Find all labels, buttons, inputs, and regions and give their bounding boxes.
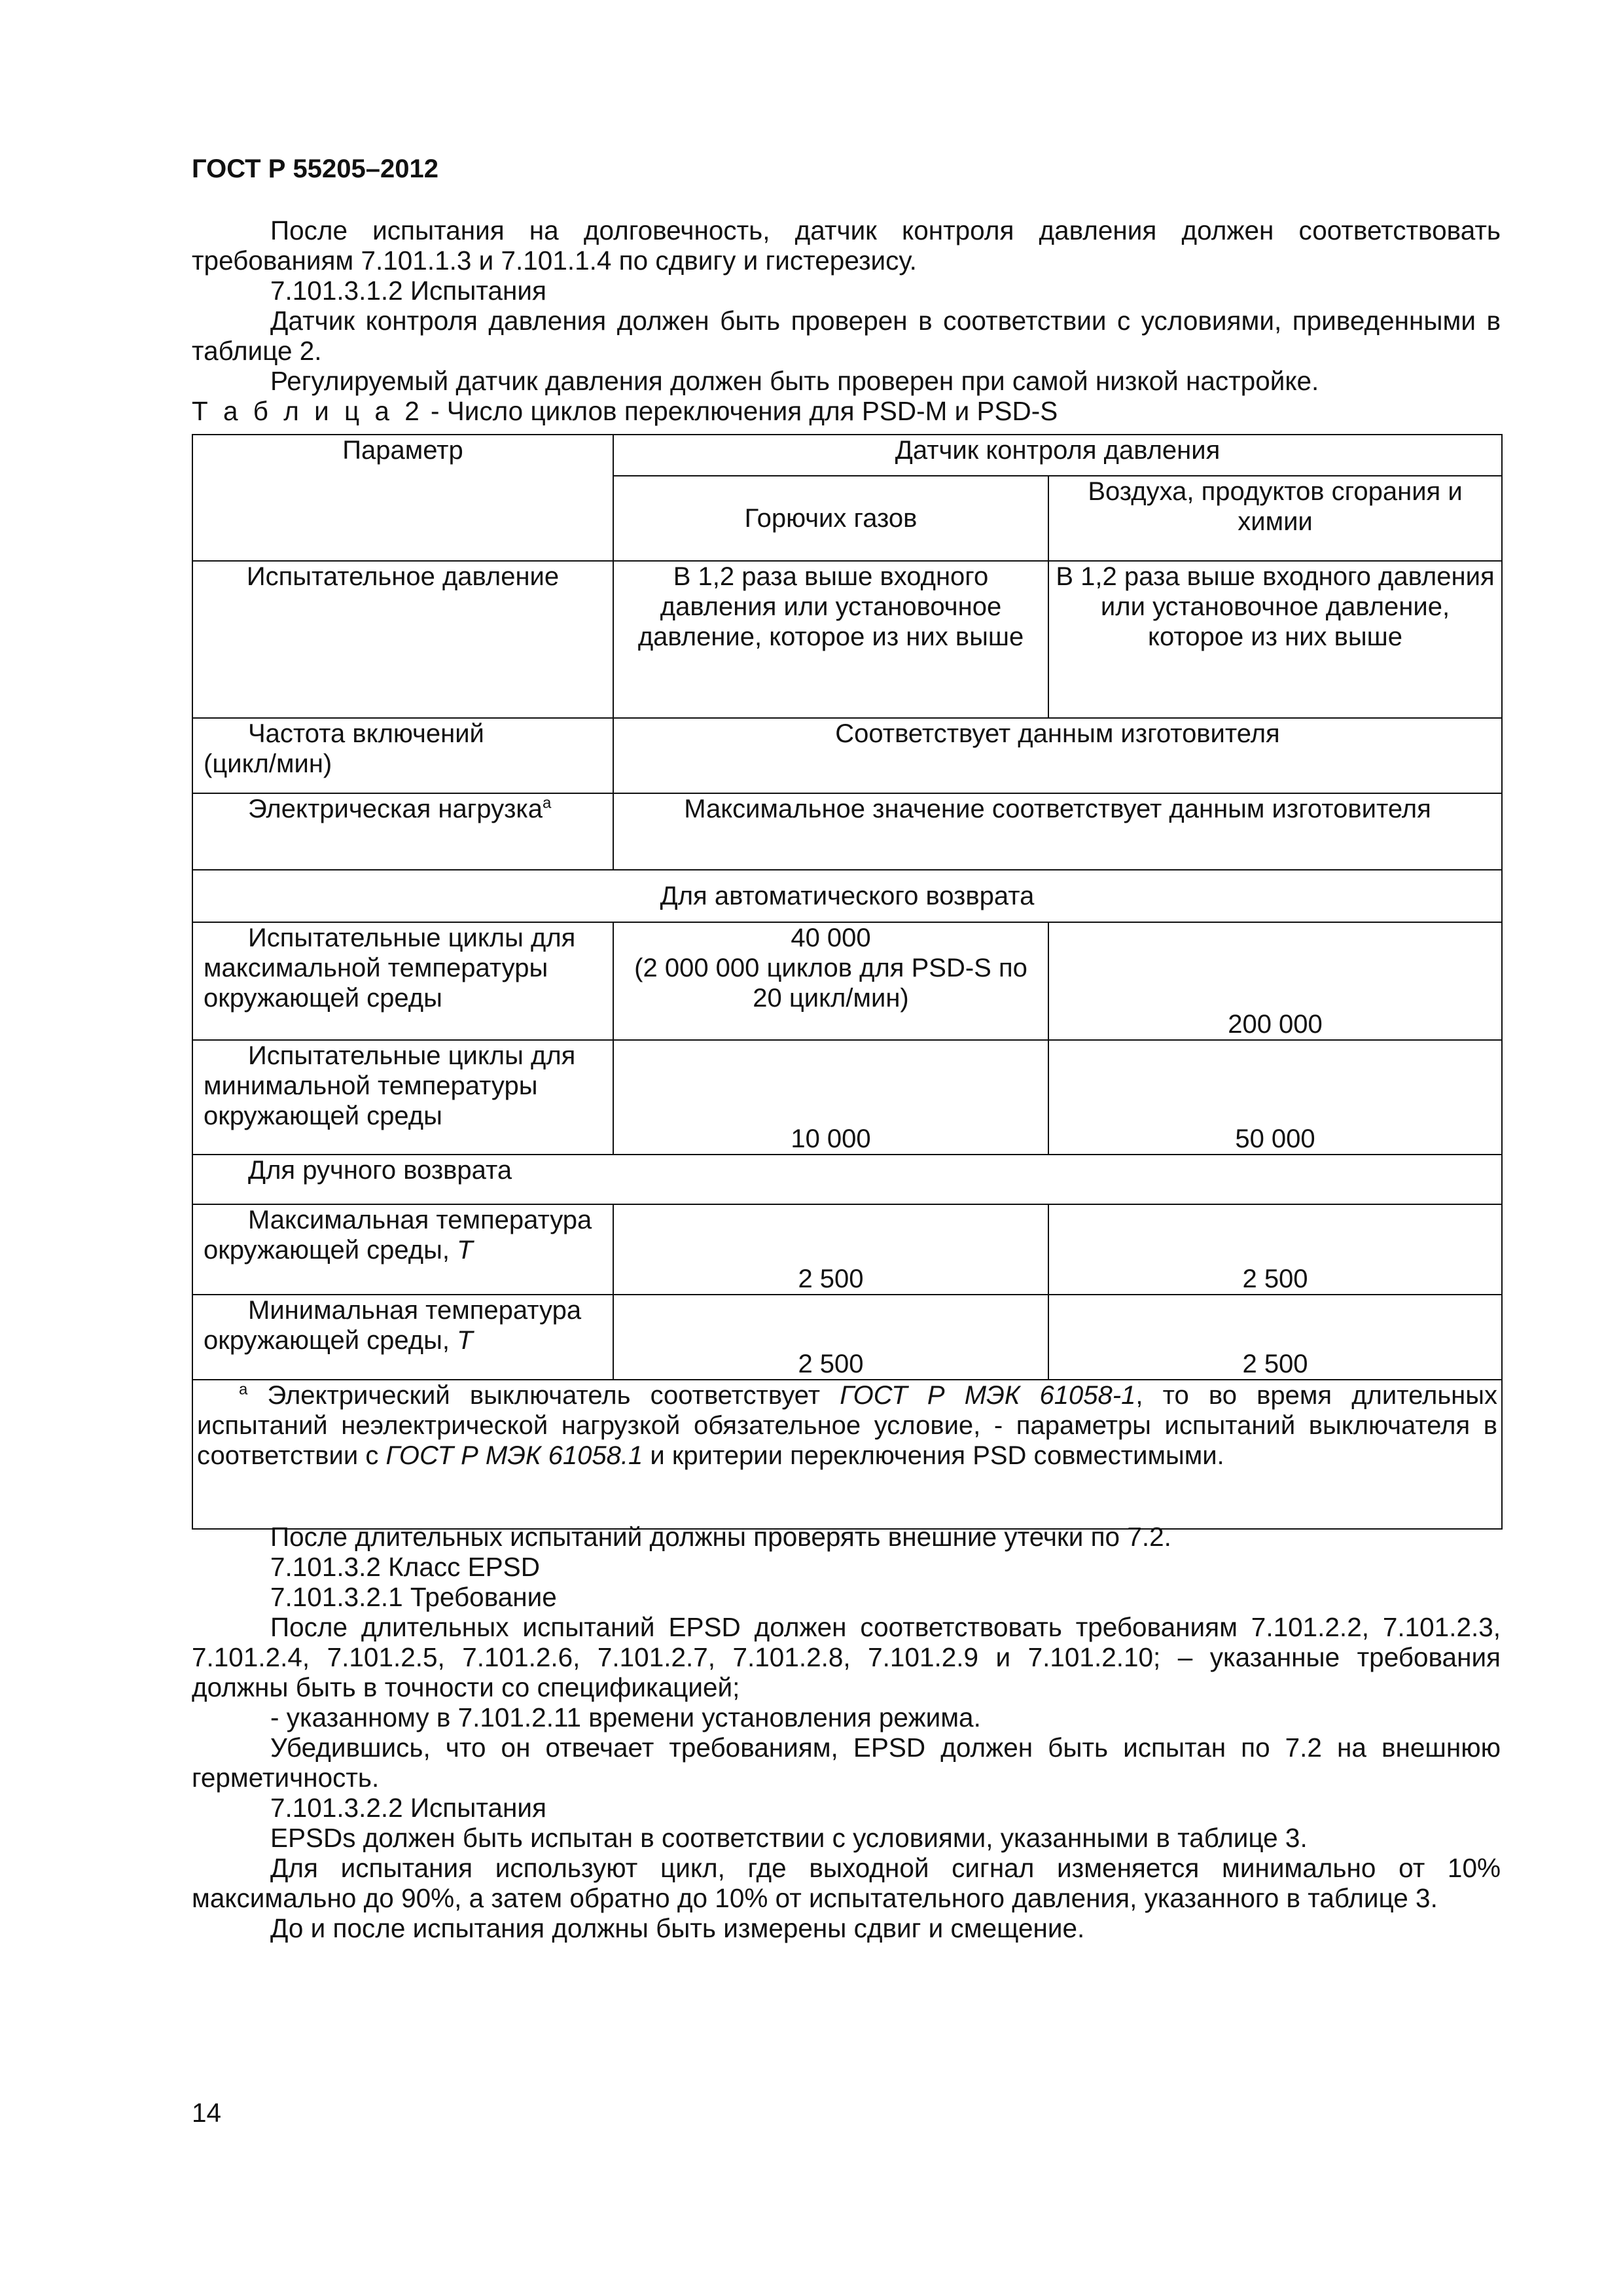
- header-sensor-group: Датчик контроля давления: [613, 435, 1502, 476]
- table-row: [192, 922, 1502, 1040]
- table-row: [192, 718, 1502, 793]
- paragraph: После длительных испытаний должны проверять внешние утечки по 7.2.: [270, 1522, 1171, 1552]
- table-footnote: $^a$ Электрический выключатель соответствует ГОСТ Р МЭК 61058-1, то во время длительных испытаний неэлектрической нагрузкой обязательное условие, - параметры испытаний выключателя в соответствии с ГОСТ Р МЭК 61058.1 и критерии переключения PSD совместимыми.: [192, 1380, 1502, 1529]
- cell-value: 200 000: [1048, 922, 1502, 1040]
- cell-value: Максимальное значение соответствует данным изготовителя: [613, 793, 1502, 870]
- row-label: [192, 1040, 613, 1155]
- row-label-line: Частота включений: [248, 719, 484, 748]
- paragraph: - указанному в 7.101.2.11 времени установления режима.: [270, 1702, 981, 1732]
- table-caption: [192, 396, 1501, 426]
- table-row: [192, 793, 1502, 870]
- section-label: Для ручного возврата: [192, 1155, 1502, 1204]
- cell-value: 2 500: [613, 1295, 1048, 1380]
- cell-value: 10 000: [613, 1040, 1048, 1155]
- cell-value: 2 500: [1048, 1204, 1502, 1295]
- paragraph: До и после испытания должны быть измерены сдвиг и смещение.: [270, 1913, 1085, 1943]
- row-label: [192, 922, 613, 1040]
- footnote-mark: a: [543, 794, 552, 812]
- section-row: [192, 1155, 1502, 1204]
- footnote-row: [192, 1380, 1502, 1529]
- table-row: [192, 561, 1502, 718]
- cell-value: 2 500: [1048, 1295, 1502, 1380]
- temperature-symbol: Т: [457, 1236, 473, 1265]
- header-air-combustion-chemistry: Воздуха, продуктов сгорания и химии: [1048, 476, 1502, 561]
- row-label-line: максимальной температуры окружающей среды: [204, 954, 548, 1013]
- cell-value-line: (2 000 000 циклов для PSD-S по 20 цикл/мин): [634, 954, 1027, 1013]
- table-row: [192, 1295, 1502, 1380]
- cell-value: 50 000: [1048, 1040, 1502, 1155]
- row-label: [192, 1295, 613, 1380]
- section-heading: 7.101.3.2 Класс EPSD: [270, 1552, 540, 1582]
- cycles-table: [192, 434, 1503, 1530]
- header-parameter: Параметр: [192, 435, 613, 561]
- paragraph: После испытания на долговечность, датчик контроля давления должен соответствовать требованиям 7.101.1.3 и 7.101.1.4 по сдвигу и гистерезису.: [192, 215, 1501, 276]
- section-label: Для автоматического возврата: [192, 870, 1502, 922]
- standard-reference: ГОСТ Р МЭК 61058.1: [385, 1441, 643, 1470]
- paragraph: Убедившись, что он отвечает требованиям, EPSD должен быть испытан по 7.2 на внешнюю герметичность.: [192, 1732, 1501, 1793]
- header-flammable-gas: Горючих газов: [613, 476, 1048, 561]
- cell-value: [613, 922, 1048, 1040]
- paragraph: EPSDs должен быть испытан в соответствии с условиями, указанными в таблице 3.: [270, 1823, 1308, 1853]
- section-row: [192, 870, 1502, 922]
- table-row: [192, 1204, 1502, 1295]
- cell-value-line: 40 000: [791, 924, 871, 952]
- temperature-symbol: Т: [457, 1326, 473, 1355]
- row-label-line: минимальной температуры окружающей среды: [204, 1071, 538, 1130]
- row-label-line: окружающей среды,: [204, 1326, 457, 1355]
- row-label: [192, 793, 613, 870]
- table-row: [192, 1040, 1502, 1155]
- cell-value: 2 500: [613, 1204, 1048, 1295]
- row-label-line: окружающей среды,: [204, 1236, 457, 1265]
- table-caption-label: Т а б л и ц а 2: [192, 396, 423, 426]
- paragraph: Для испытания используют цикл, где выходной сигнал изменяется минимально от 10% максимально до 90%, а затем обратно до 10% от испытательного давления, указанного в таблице 3.: [192, 1853, 1501, 1913]
- section-heading: 7.101.3.2.1 Требование: [270, 1582, 557, 1612]
- table-caption-text: - Число циклов переключения для PSD-M и PSD-S: [423, 396, 1058, 426]
- intro-text: [192, 215, 1501, 426]
- row-label-line: Испытательные циклы для: [248, 924, 576, 952]
- cell-value: Соответствует данным изготовителя: [613, 718, 1502, 793]
- row-label-line: Испытательные циклы для: [248, 1041, 576, 1070]
- section-heading: 7.101.3.2.2 Испытания: [270, 1793, 546, 1823]
- row-label-line: Минимальная температура: [248, 1296, 582, 1325]
- paragraph: После длительных испытаний EPSD должен соответствовать требованиям 7.101.2.2, 7.101.2.3, 7.101.2.4, 7.101.2.5, 7.101.2.6, 7.101.2.7, 7.101.2.8, 7.101.2.9 и 7.101.2.10; – указанные требования должны быть в точности со спецификацией;: [192, 1612, 1501, 1702]
- paragraph: Регулируемый датчик давления должен быть проверен при самой низкой настройке.: [270, 366, 1319, 396]
- row-label-text: Электрическая нагрузка: [248, 795, 543, 823]
- cell-value: В 1,2 раза выше входного давления или установочное давление, которое из них выше: [1048, 561, 1502, 718]
- document-header: ГОСТ Р 55205–2012: [192, 154, 438, 183]
- row-label: Испытательное давление: [192, 561, 613, 718]
- paragraph: Датчик контроля давления должен быть проверен в соответствии с условиями, приведенными в таблице 2.: [192, 306, 1501, 366]
- row-label: [192, 718, 613, 793]
- cell-value: В 1,2 раза выше входного давления или установочное давление, которое из них выше: [613, 561, 1048, 718]
- after-table-text: [192, 1522, 1501, 1943]
- standard-reference: ГОСТ Р МЭК 61058-1: [840, 1381, 1136, 1410]
- section-heading: 7.101.3.1.2 Испытания: [270, 276, 546, 306]
- row-label-line: (цикл/мин): [204, 749, 332, 778]
- row-label: [192, 1204, 613, 1295]
- footnote-mark: a: [239, 1380, 248, 1399]
- page-number: 14: [192, 2098, 222, 2128]
- row-label-line: Максимальная температура: [248, 1206, 592, 1234]
